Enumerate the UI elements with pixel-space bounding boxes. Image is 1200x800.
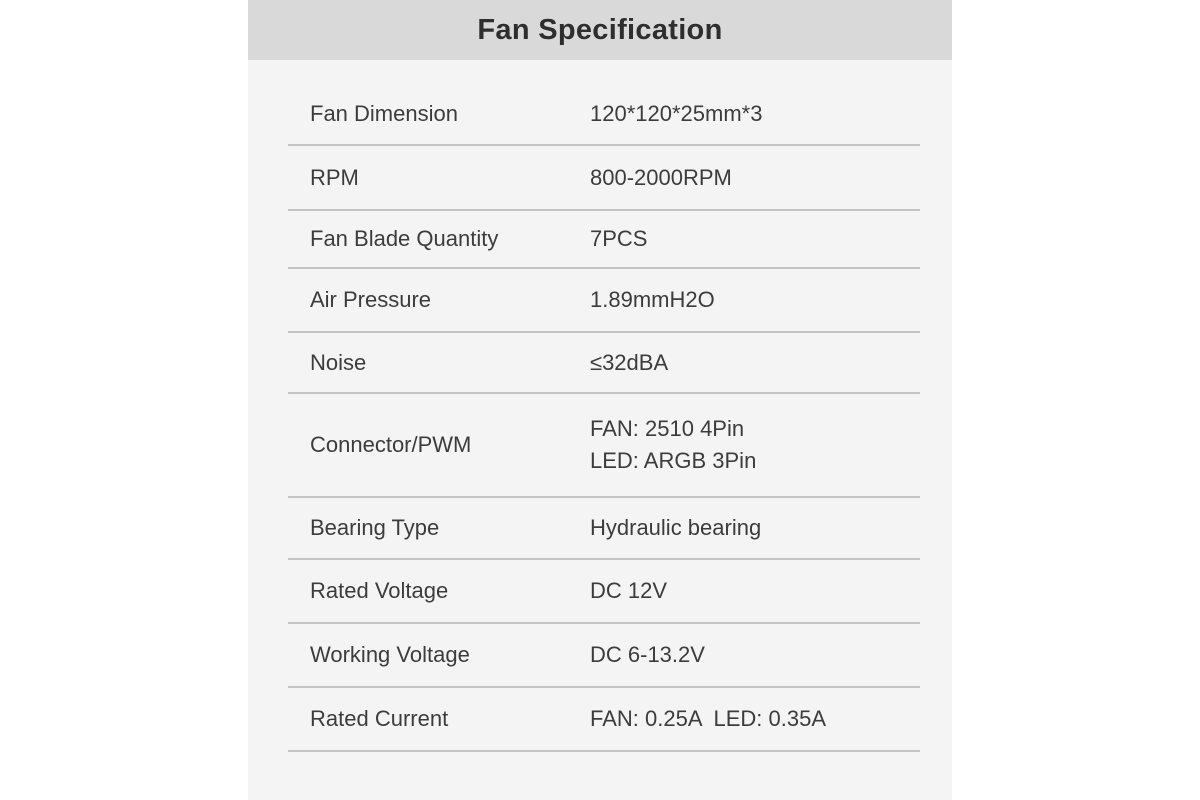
table-row [288,498,920,560]
spec-value-rpm: 800-2000RPM [590,164,732,190]
table-row [288,84,920,146]
spec-label-fan-dimension: Fan Dimension [310,101,458,126]
spec-label-rated-current: Rated Current [310,706,449,731]
connector-led-line: LED: ARGB 3Pin [590,448,757,473]
table-row [288,560,920,624]
page-title: Fan Specification [477,13,723,46]
table-row [288,688,920,752]
spec-value-bearing-type: Hydraulic bearing [590,515,762,540]
spec-label-fan-blade-quantity: Fan Blade Quantity [310,226,499,251]
spec-value-connector-pwm [590,413,920,477]
spec-label-air-pressure: Air Pressure [310,287,432,312]
table-row [288,624,920,688]
spec-label-working-voltage: Working Voltage [310,642,470,667]
table-row [288,394,920,498]
spec-label-rpm: RPM [310,164,359,190]
spec-label-rated-voltage: Rated Voltage [310,578,449,603]
spec-label-bearing-type: Bearing Type [310,515,440,540]
spec-table [288,84,920,752]
spec-value-rated-voltage: DC 12V [590,578,668,603]
spec-value-noise: ≤32dBA [590,349,669,375]
spec-value-working-voltage: DC 6-13.2V [590,642,705,667]
spec-value-air-pressure: 1.89mmH2O [590,287,715,312]
table-row [288,211,920,269]
connector-fan-line: FAN: 2510 4Pin [590,416,745,441]
spec-value-fan-dimension: 120*120*25mm*3 [590,101,763,126]
spec-value-rated-current: FAN: 0.25A LED: 0.35A [590,706,827,731]
table-row [288,269,920,333]
spec-label-connector-pwm: Connector/PWM [310,432,472,457]
table-row [288,146,920,211]
spec-value-fan-blade-quantity: 7PCS [590,226,648,251]
table-row [288,333,920,394]
spec-header [248,0,952,60]
spec-label-noise: Noise [310,349,367,375]
